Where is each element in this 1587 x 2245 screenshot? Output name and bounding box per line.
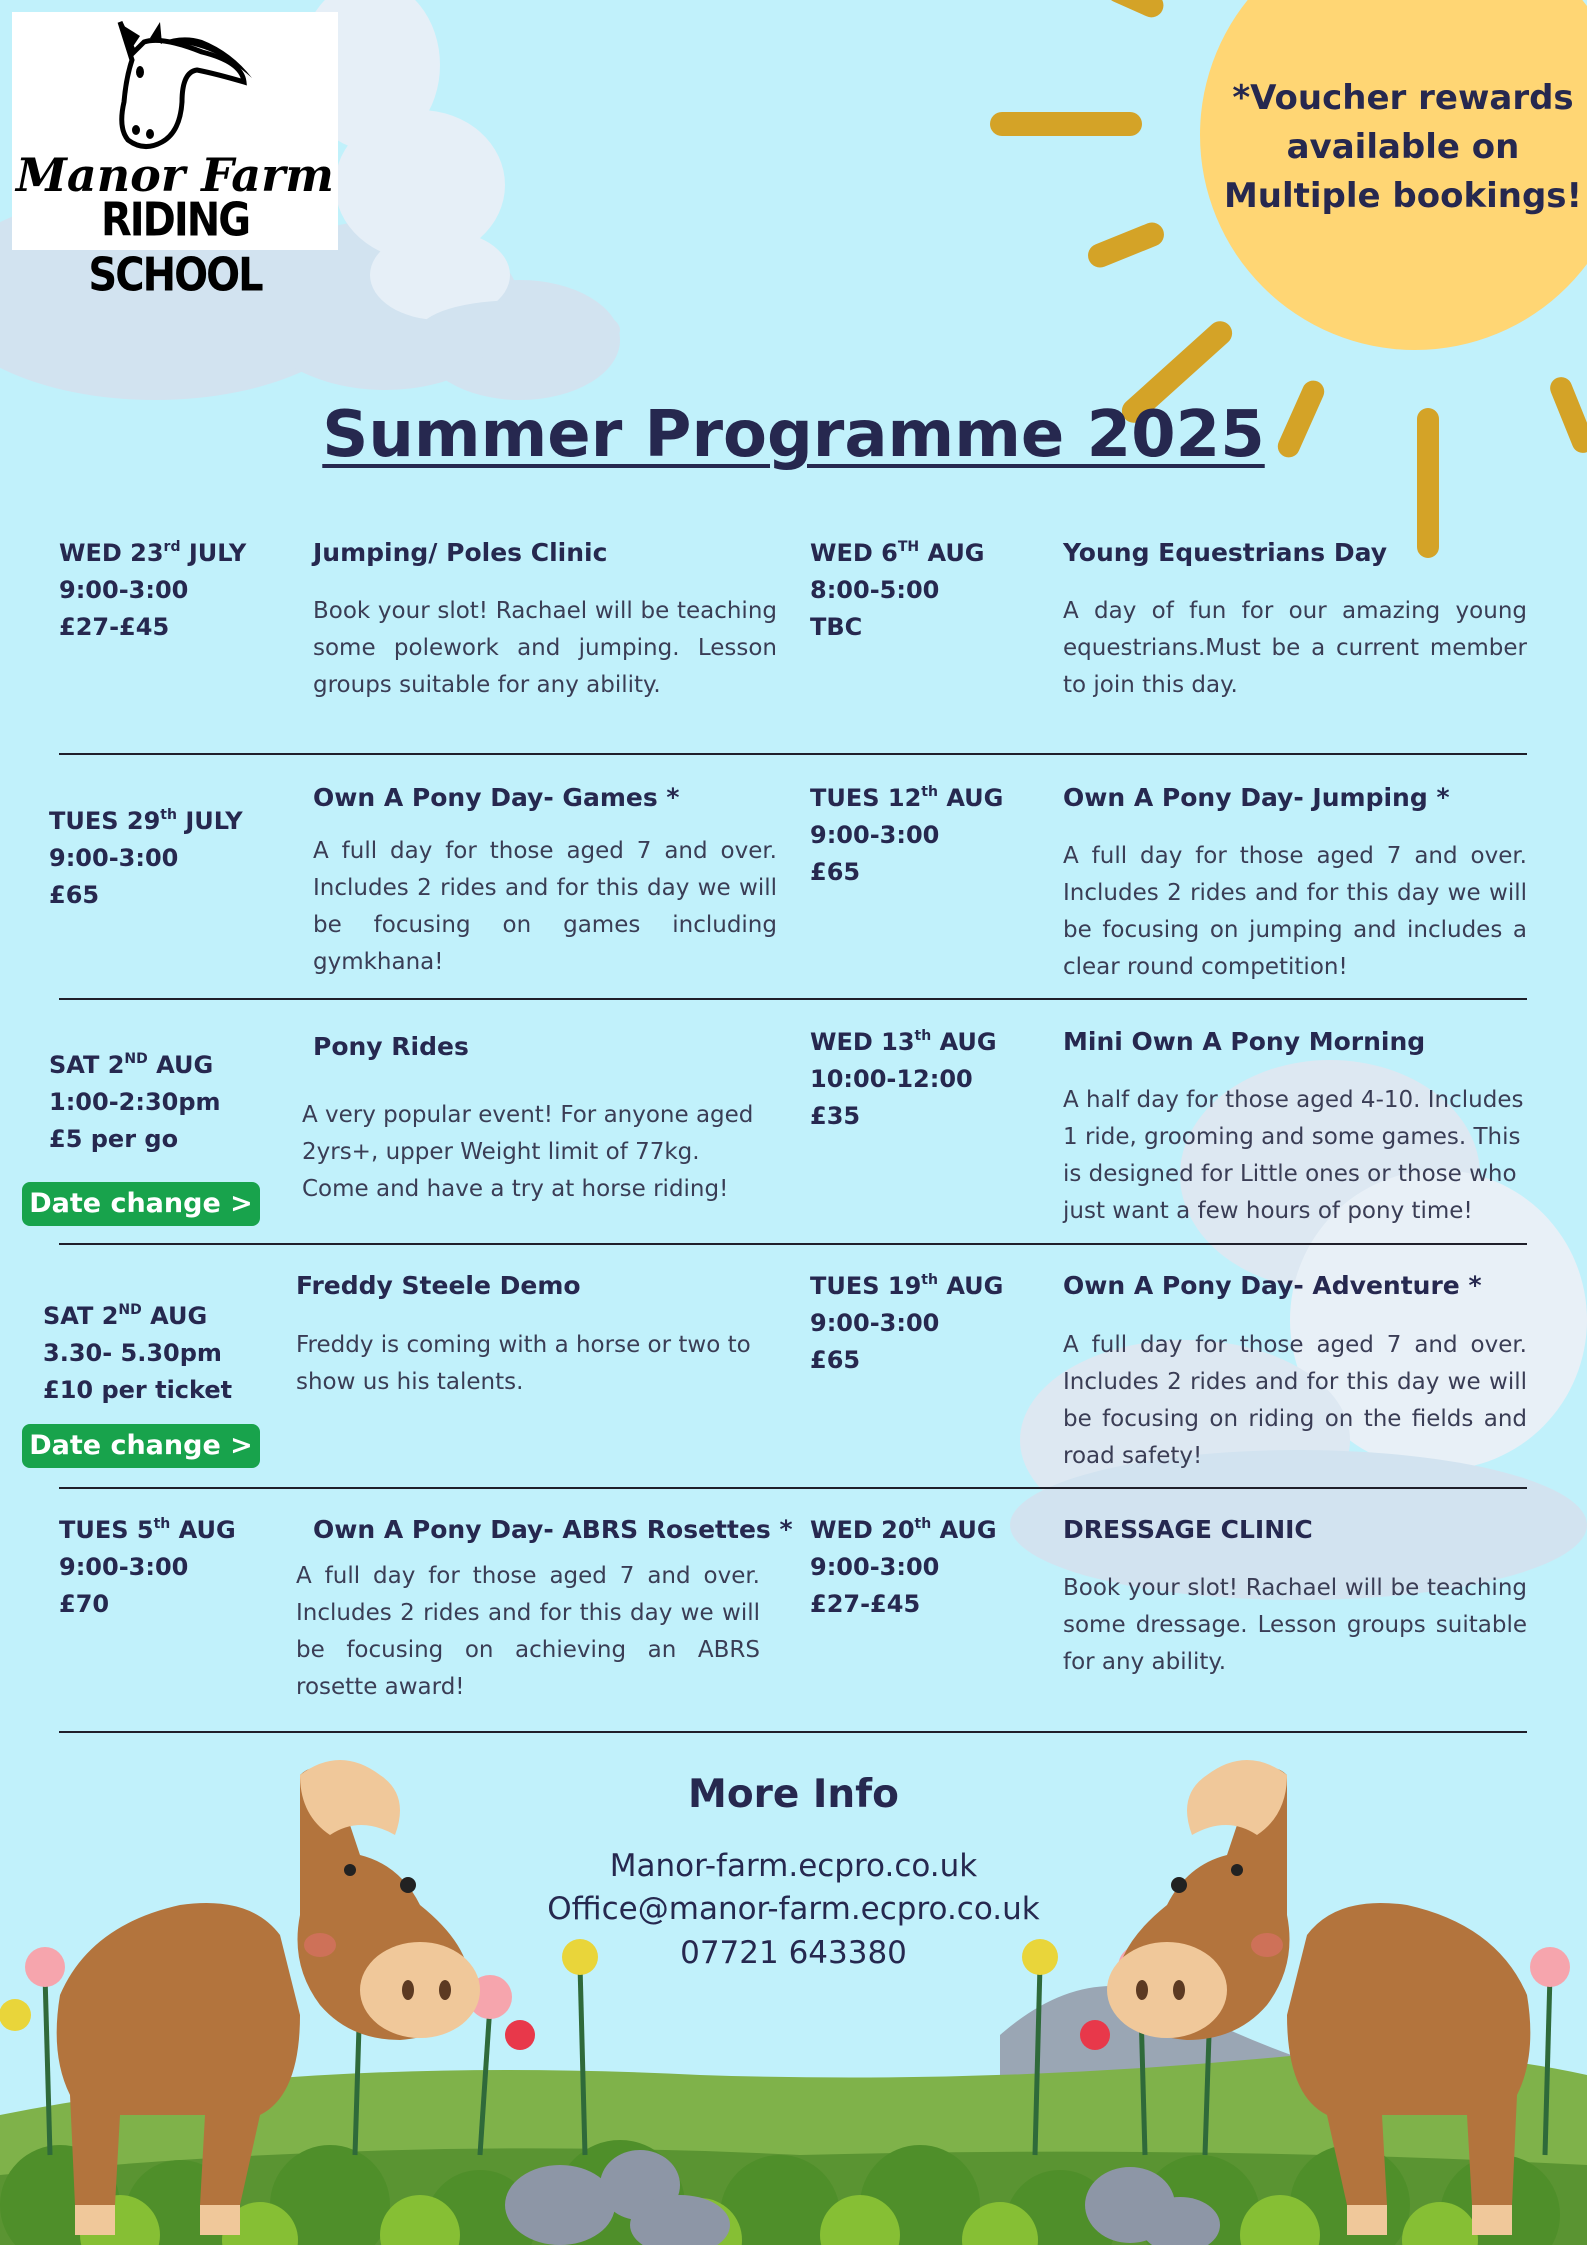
row-divider [59,1731,1527,1733]
phone-number[interactable]: 07721 643380 [680,1935,907,1971]
event-description: Book your slot! Rachael will be teaching some polework and jumping. Lesson groups suitable for any ability. [313,598,777,698]
page-title: Summer Programme 2025 [322,398,1265,472]
event-title: Own A Pony Day- ABRS Rosettes * [313,1515,793,1544]
event-date: SAT 2ND AUG 3.30- 5.30pm £10 per ticket [43,1302,233,1404]
event-description: A half day for those aged 4-10. Includes 1 ride, grooming and some games. This is designed for Little ones or those who just want a few hours of pony time! [1063,1087,1524,1224]
row-divider [59,1487,1527,1489]
event-description: A full day for those aged 7 and over. Includes 2 rides and for this day we will be focusing on jumping and includes a clear round competition! [1063,843,1527,980]
event-description: Freddy is coming with a horse or two to show us his talents. [296,1332,751,1395]
event-date: WED 23rd JULY 9:00-3:00 £27-£45 [59,539,247,641]
event-title: Own A Pony Day- Jumping * [1063,783,1450,812]
event-description: A full day for those aged 7 and over. Includes 2 rides and for this day we will be focusing on games including gymkhana! [313,838,777,975]
event-title: Pony Rides [313,1032,469,1061]
row-divider [59,753,1527,755]
event-date: WED 13th AUG 10:00-12:00 £35 [810,1028,997,1130]
event-description: Book your slot! Rachael will be teaching some dressage. Lesson groups suitable for any ability. [1063,1575,1527,1675]
event-date: TUES 5th AUG 9:00-3:00 £70 [59,1516,236,1618]
event-date: TUES 12th AUG 9:00-3:00 £65 [810,784,1004,886]
logo [12,12,338,303]
email-link[interactable]: Office@manor-farm.ecpro.co.uk [547,1891,1040,1927]
event-title: Young Equestrians Day [1063,538,1388,567]
event-description: A full day for those aged 7 and over. Includes 2 rides and for this day we will be focusing on achieving an ABRS rosette award! [296,1563,760,1700]
logo-script-text: Manor Farm [16,148,334,202]
more-info-heading: More Info [688,1772,899,1817]
event-title: Own A Pony Day- Games * [313,783,680,812]
date-change-badge[interactable]: Date change > [22,1424,260,1468]
voucher-line-2: available on [1286,127,1520,167]
row-divider [59,998,1527,1000]
event-description: A full day for those aged 7 and over. Includes 2 rides and for this day we will be focusing on riding on the fields and road safety! [1063,1332,1527,1469]
event-date: TUES 19th AUG 9:00-3:00 £65 [810,1272,1004,1374]
event-date: WED 20th AUG 9:00-3:00 £27-£45 [810,1516,997,1618]
voucher-line-1: *Voucher rewards [1232,78,1574,118]
event-description: A very popular event! For anyone aged 2yrs+, upper Weight limit of 77kg. Come and have a try at horse riding! [302,1102,754,1202]
event-title: Own A Pony Day- Adventure * [1063,1271,1482,1300]
voucher-note [1218,74,1587,221]
event-date: WED 6TH AUG 8:00-5:00 TBC [810,539,985,641]
event-title: Mini Own A Pony Morning [1063,1027,1426,1056]
voucher-line-3: Multiple bookings! [1223,176,1583,216]
logo-block-text: RIDING SCHOOL [88,193,262,303]
event-title: Freddy Steele Demo [296,1271,581,1300]
horse-head-icon [12,12,338,162]
row-divider [59,1243,1527,1245]
event-title: Jumping/ Poles Clinic [313,538,608,567]
website-link[interactable]: Manor-farm.ecpro.co.uk [609,1848,978,1884]
date-change-badge[interactable]: Date change > [22,1182,260,1226]
event-title: DRESSAGE CLINIC [1063,1515,1313,1544]
event-description: A day of fun for our amazing young equestrians.Must be a current member to join this day. [1063,598,1527,698]
event-date: SAT 2ND AUG 1:00-2:30pm £5 per go [49,1051,221,1153]
event-date: TUES 29th JULY 9:00-3:00 £65 [49,807,243,909]
